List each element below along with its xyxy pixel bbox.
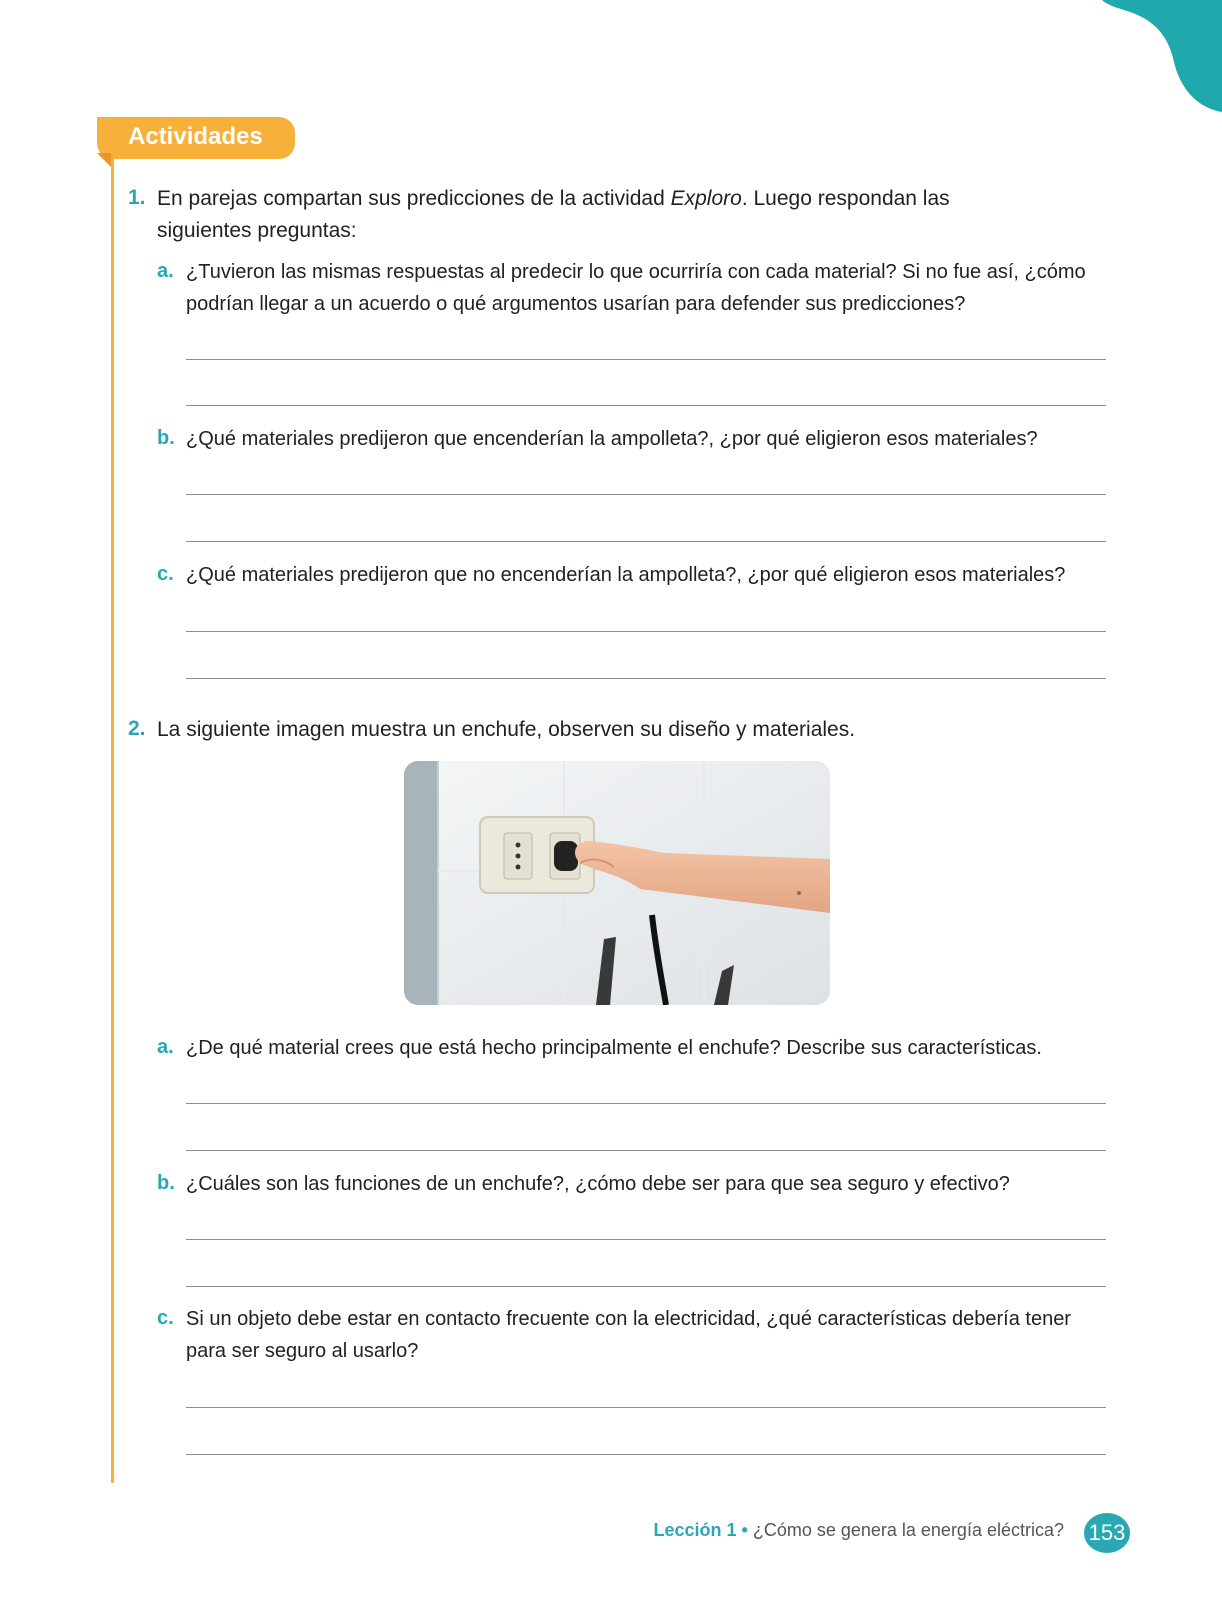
badge-fold [97, 153, 111, 167]
question-1-activity-name: Exploro [670, 187, 742, 210]
q1-item-a-letter: a. [157, 260, 174, 282]
q1-item-a-text: ¿Tuvieron las mismas respuestas al predecir lo que ocurriría con cada material? Si no fue así, ¿cómo podrían llegar a un acuerdo o qué argumentos usarían para defender sus predicciones? [186, 261, 1086, 315]
outlet-photo [404, 761, 830, 1005]
page-footer [0, 1520, 1064, 1541]
footer-title: ¿Cómo se genera la energía eléctrica? [752, 1520, 1064, 1540]
footer-lesson: Lección 1 [653, 1520, 737, 1540]
question-1-number: 1. [128, 186, 146, 209]
answer-line[interactable] [186, 1150, 1106, 1151]
question-1-text [157, 183, 1037, 247]
q2-item-b-letter: b. [157, 1172, 175, 1194]
q2-item-a-letter: a. [157, 1036, 174, 1058]
q2-item-b-text: ¿Cuáles son las funciones de un enchufe?, ¿cómo debe ser para que sea seguro y efectivo? [186, 1173, 1010, 1195]
answer-line[interactable] [186, 1407, 1106, 1408]
q2-item-c-text: Si un objeto debe estar en contacto frecuente con la electricidad, ¿qué características debería tener para ser seguro al usarlo? [186, 1308, 1071, 1362]
corner-decoration [1102, 0, 1222, 115]
answer-line[interactable] [186, 541, 1106, 542]
outlet-photo-illustration [404, 761, 830, 1005]
q1-item-b-letter: b. [157, 427, 175, 449]
answer-line[interactable] [186, 494, 1106, 495]
answer-line[interactable] [186, 631, 1106, 632]
answer-line[interactable] [186, 1454, 1106, 1455]
q1-item-c-letter: c. [157, 563, 174, 585]
answer-line[interactable] [186, 1239, 1106, 1240]
answer-line[interactable] [186, 1286, 1106, 1287]
answer-line[interactable] [186, 405, 1106, 406]
q1-item-b-text: ¿Qué materiales predijeron que encenderían la ampolleta?, ¿por qué eligieron esos materiales? [186, 428, 1038, 450]
question-2-text: La siguiente imagen muestra un enchufe, observen su diseño y materiales. [157, 718, 856, 741]
section-rule [111, 158, 114, 1483]
answer-line[interactable] [186, 359, 1106, 360]
answer-line[interactable] [186, 678, 1106, 679]
q1-item-c-text: ¿Qué materiales predijeron que no encenderían la ampolleta?, ¿por qué eligieron esos materiales? [186, 564, 1066, 586]
question-1-text-start: En parejas compartan sus predicciones de la actividad [157, 187, 671, 210]
question-1-text-end: . Luego respondan las siguientes preguntas: [157, 187, 950, 242]
question-2-number: 2. [128, 717, 146, 740]
page-number: 153 [1084, 1513, 1130, 1553]
q2-item-a-text: ¿De qué material crees que está hecho principalmente el enchufe? Describe sus características. [186, 1037, 1042, 1059]
section-badge [97, 117, 295, 159]
q2-item-c-letter: c. [157, 1307, 174, 1329]
footer-separator: • [736, 1520, 753, 1540]
answer-line[interactable] [186, 1103, 1106, 1104]
section-title: Actividades [128, 123, 263, 150]
